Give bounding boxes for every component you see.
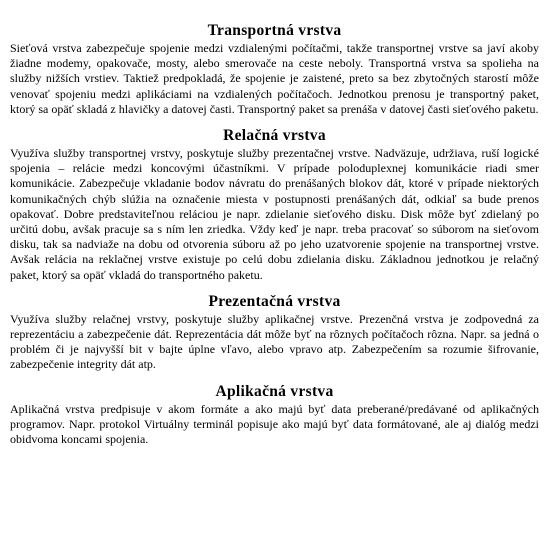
section-body: Aplikačná vrstva predpisuje v akom formáte a ako majú byť data preberané/predávané od aplikačných programov. Napr. protokol Virtuálny terminál popisuje ako majú byť data formátované, ale aj dialóg medzi obidvoma koncami spojenia. <box>10 401 539 447</box>
document-page <box>10 22 539 457</box>
section-title: Aplikačná vrstva <box>215 382 334 400</box>
section-body: Využíva služby transportnej vrstvy, poskytuje služby prezentačnej vrstve. Nadväzuje, udržiava, ruší logické spojenia – relácie medzi koncovými účastníkmi. V prípade poloduplexnej komunikácie riadi smer komunikácie. Zabezpečuje vkladanie bodov návratu do prenášaných blokov dát, ktoré v prípade niektorých komunikačných chýb slúžia na označenie miesta v postupnosti prenášaných dát, odkiaľ sa bude prenos opakovať. Dobre predstaviteľnou reláciou je napr. zdielanie sieťového disku. Disk môže byť zdielaný po určitú dobu, avšak pracuje sa s ním len zriedka. Vždy keď je napr. treba pracovať so súborom na sieťovom disku, tak sa nadviaže na dobu od otvorenia súboru až po jeho uzatvorenie spojenie na transportnej vrstve. Avšak relácia na reklačnej vrstve existuje po celú dobu zdielania disku. Základnou jednotkou je relačný paket, ktorý sa opäť vkladá do transportného paketu. <box>10 146 539 282</box>
section-title: Prezentačná vrstva <box>208 292 341 310</box>
section-body: Využíva služby relačnej vrstvy, poskytuje služby aplikačnej vrstve. Prezenčná vrstva je zodpovedná za reprezentáciu a zabezpečenie dát. Reprezentácia dát môže byť na rôznych počítačoch rôzna. Napr. sa jedná o problém či je najvyšší bit v bajte úplne vľavo, alebo vpravo atp. Zabezpečením sa rozumie šifrovanie, zabezpečenie integrity dát atp. <box>10 311 539 372</box>
section-body: Sieťová vrstva zabezpečuje spojenie medzi vzdialenými počítačmi, takže transportnej vrstve sa javí akoby žiadne modemy, opakovače, mosty, alebo smerovače na ceste neboly. Transportná vrstva sa spolieha na služby nižších vrstiev. Taktiež predpokladá, že spojenie je zaistené, preto sa bez zbytočných starostí môže venovať spojeniu medzi aplikáciami na vzdialených počítačoch. Jednotkou prenosu je transportný paket, ktorý sa opäť skladá z hlavičky a datovej časti. Transportný paket sa prenáša v datovej časti sieťového paketu. <box>10 41 539 116</box>
section-application <box>10 383 539 448</box>
section-presentation <box>10 293 539 373</box>
section-transport <box>10 22 539 117</box>
section-title: Relačná vrstva <box>223 127 326 145</box>
section-session <box>10 127 539 283</box>
section-title: Transportná vrstva <box>207 22 342 39</box>
